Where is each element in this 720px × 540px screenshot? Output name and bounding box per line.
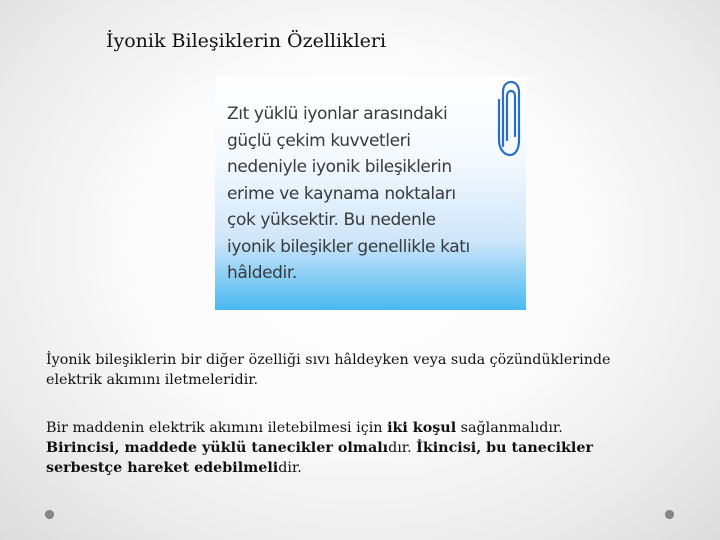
paragraph2-second-condition-cont: serbestçe hareket edebilmeli [46, 460, 279, 476]
note-card-text [227, 101, 517, 287]
paragraph1-line2: elektrik akımını iletmeleridir. [46, 372, 259, 388]
note-line: erime ve kaynama noktaları [227, 183, 456, 204]
note-line: çok yüksektir. Bu nedenle [227, 210, 436, 230]
paragraph2-second-condition: İkincisi, bu tanecikler [416, 440, 593, 456]
note-line: hâldedir. [227, 263, 297, 283]
paperclip-icon [495, 78, 525, 160]
note-line: Zıt yüklü iyonlar arasındaki [227, 104, 448, 124]
paragraph2-line1-text: Bir maddenin elektrik akımını iletebilmesi için [46, 420, 388, 436]
paragraph-conductivity [46, 350, 686, 390]
paragraph2-first-condition: Birincisi, maddede yüklü tanecikler olmalı [46, 440, 389, 456]
paragraph2-line1-end: sağlanmalıdır. [456, 420, 563, 436]
bullet-dot-icon [45, 510, 54, 519]
slide-title: İyonik Bileşiklerin Özellikleri [106, 30, 387, 52]
note-card [215, 77, 526, 310]
note-line: nedeniyle iyonik bileşiklerin [227, 157, 452, 177]
paragraph2-emphasis: iki koşul [387, 420, 457, 436]
paragraph2-line2-suffix: dır. [388, 440, 417, 456]
paragraph1-line1: İyonik bileşiklerin bir diğer özelliği sıvı hâldeyken veya suda çözündüklerinde [46, 352, 611, 368]
note-line: güçlü çekim kuvvetleri [227, 130, 411, 151]
bullet-dot-icon [665, 510, 674, 519]
paragraph2-line3-suffix: dir. [278, 460, 302, 476]
note-line: iyonik bileşikler genellikle katı [227, 236, 470, 257]
paragraph-conditions [46, 418, 686, 478]
